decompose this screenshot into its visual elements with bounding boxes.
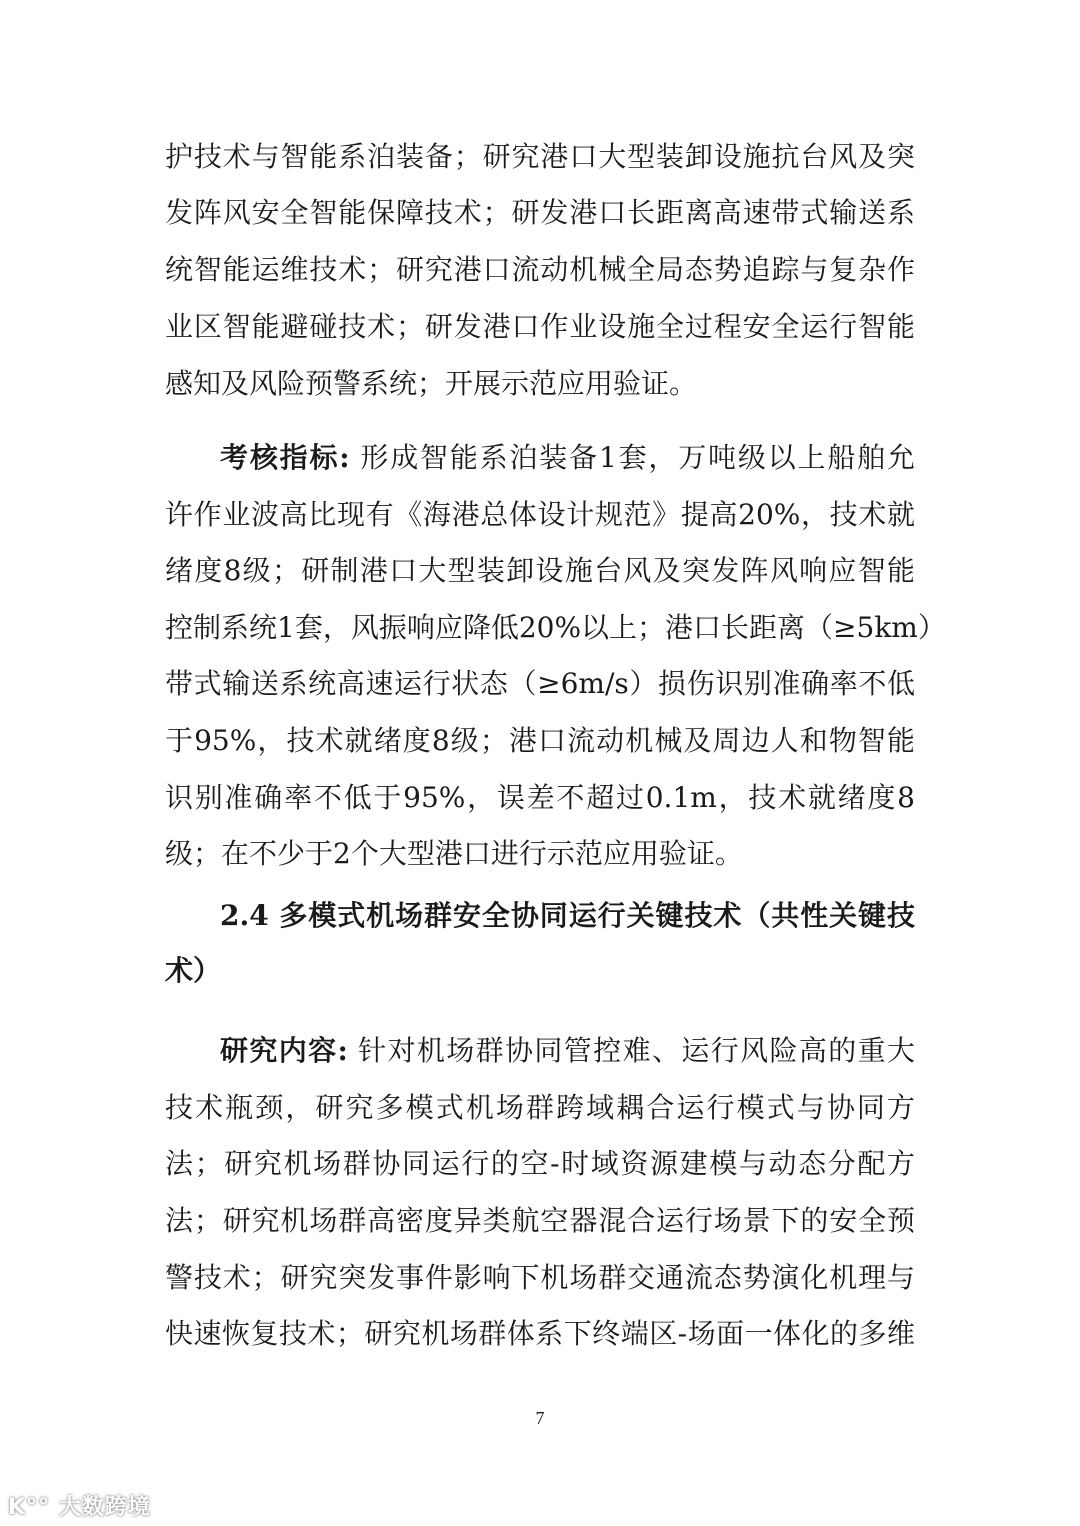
watermark <box>8 1490 151 1521</box>
text-line: 许作业波高比现有《海港总体设计规范》提高20%，技术就 <box>165 498 915 531</box>
text-line: 快速恢复技术；研究机场群体系下终端区-场面一体化的多维 <box>165 1317 915 1350</box>
text-line: 业区智能避碰技术；研发港口作业设施全过程安全运行智能 <box>165 310 915 343</box>
text-span: 形成智能系泊装备1套，万吨级以上船舶允 <box>349 441 916 474</box>
text-line: 感知及风险预警系统；开展示范应用验证。 <box>165 367 698 400</box>
text-span: 针对机场群协同管控难、运行风险高的重大 <box>347 1034 915 1067</box>
watermark-logo-icon: K°° <box>8 1495 59 1520</box>
paragraph-label: 研究内容: <box>220 1034 348 1067</box>
text-line: 控制系统1套，风振响应降低20%以上；港口长距离（≥5km） <box>165 611 946 644</box>
text-line: 发阵风安全智能保障技术；研发港口长距离高速带式输送系 <box>165 196 915 229</box>
text-line: 统智能运维技术；研究港口流动机械全局态势追踪与复杂作 <box>165 253 915 286</box>
text-line: 护技术与智能系泊装备；研究港口大型装卸设施抗台风及突 <box>165 140 915 173</box>
text-line: 法；研究机场群协同运行的空-时域资源建模与动态分配方 <box>165 1147 915 1180</box>
heading-line: 2.4 多模式机场群安全协同运行关键技术（共性关键技 <box>220 899 915 932</box>
text-line: 绪度8级；研制港口大型装卸设施台风及突发阵风响应智能 <box>165 554 915 587</box>
watermark-text: 大数跨境 <box>58 1495 151 1520</box>
page-number: 7 <box>535 1408 545 1428</box>
text-line: 法；研究机场群高密度异类航空器混合运行场景下的安全预 <box>165 1204 915 1237</box>
text-line: 警技术；研究突发事件影响下机场群交通流态势演化机理与 <box>165 1261 915 1294</box>
text-line <box>220 438 915 478</box>
heading-line: 术） <box>165 954 222 987</box>
text-line: 技术瓶颈，研究多模式机场群跨域耦合运行模式与协同方 <box>165 1091 915 1124</box>
text-line: 识别准确率不低于95%，误差不超过0.1m，技术就绪度8 <box>165 781 915 814</box>
text-line: 级；在不少于2个大型港口进行示范应用验证。 <box>165 837 743 870</box>
text-line: 带式输送系统高速运行状态（≥6m/s）损伤识别准确率不低 <box>165 667 915 700</box>
text-line <box>220 1031 915 1071</box>
paragraph-label: 考核指标: <box>220 441 350 474</box>
text-line: 于95%，技术就绪度8级；港口流动机械及周边人和物智能 <box>165 724 915 757</box>
